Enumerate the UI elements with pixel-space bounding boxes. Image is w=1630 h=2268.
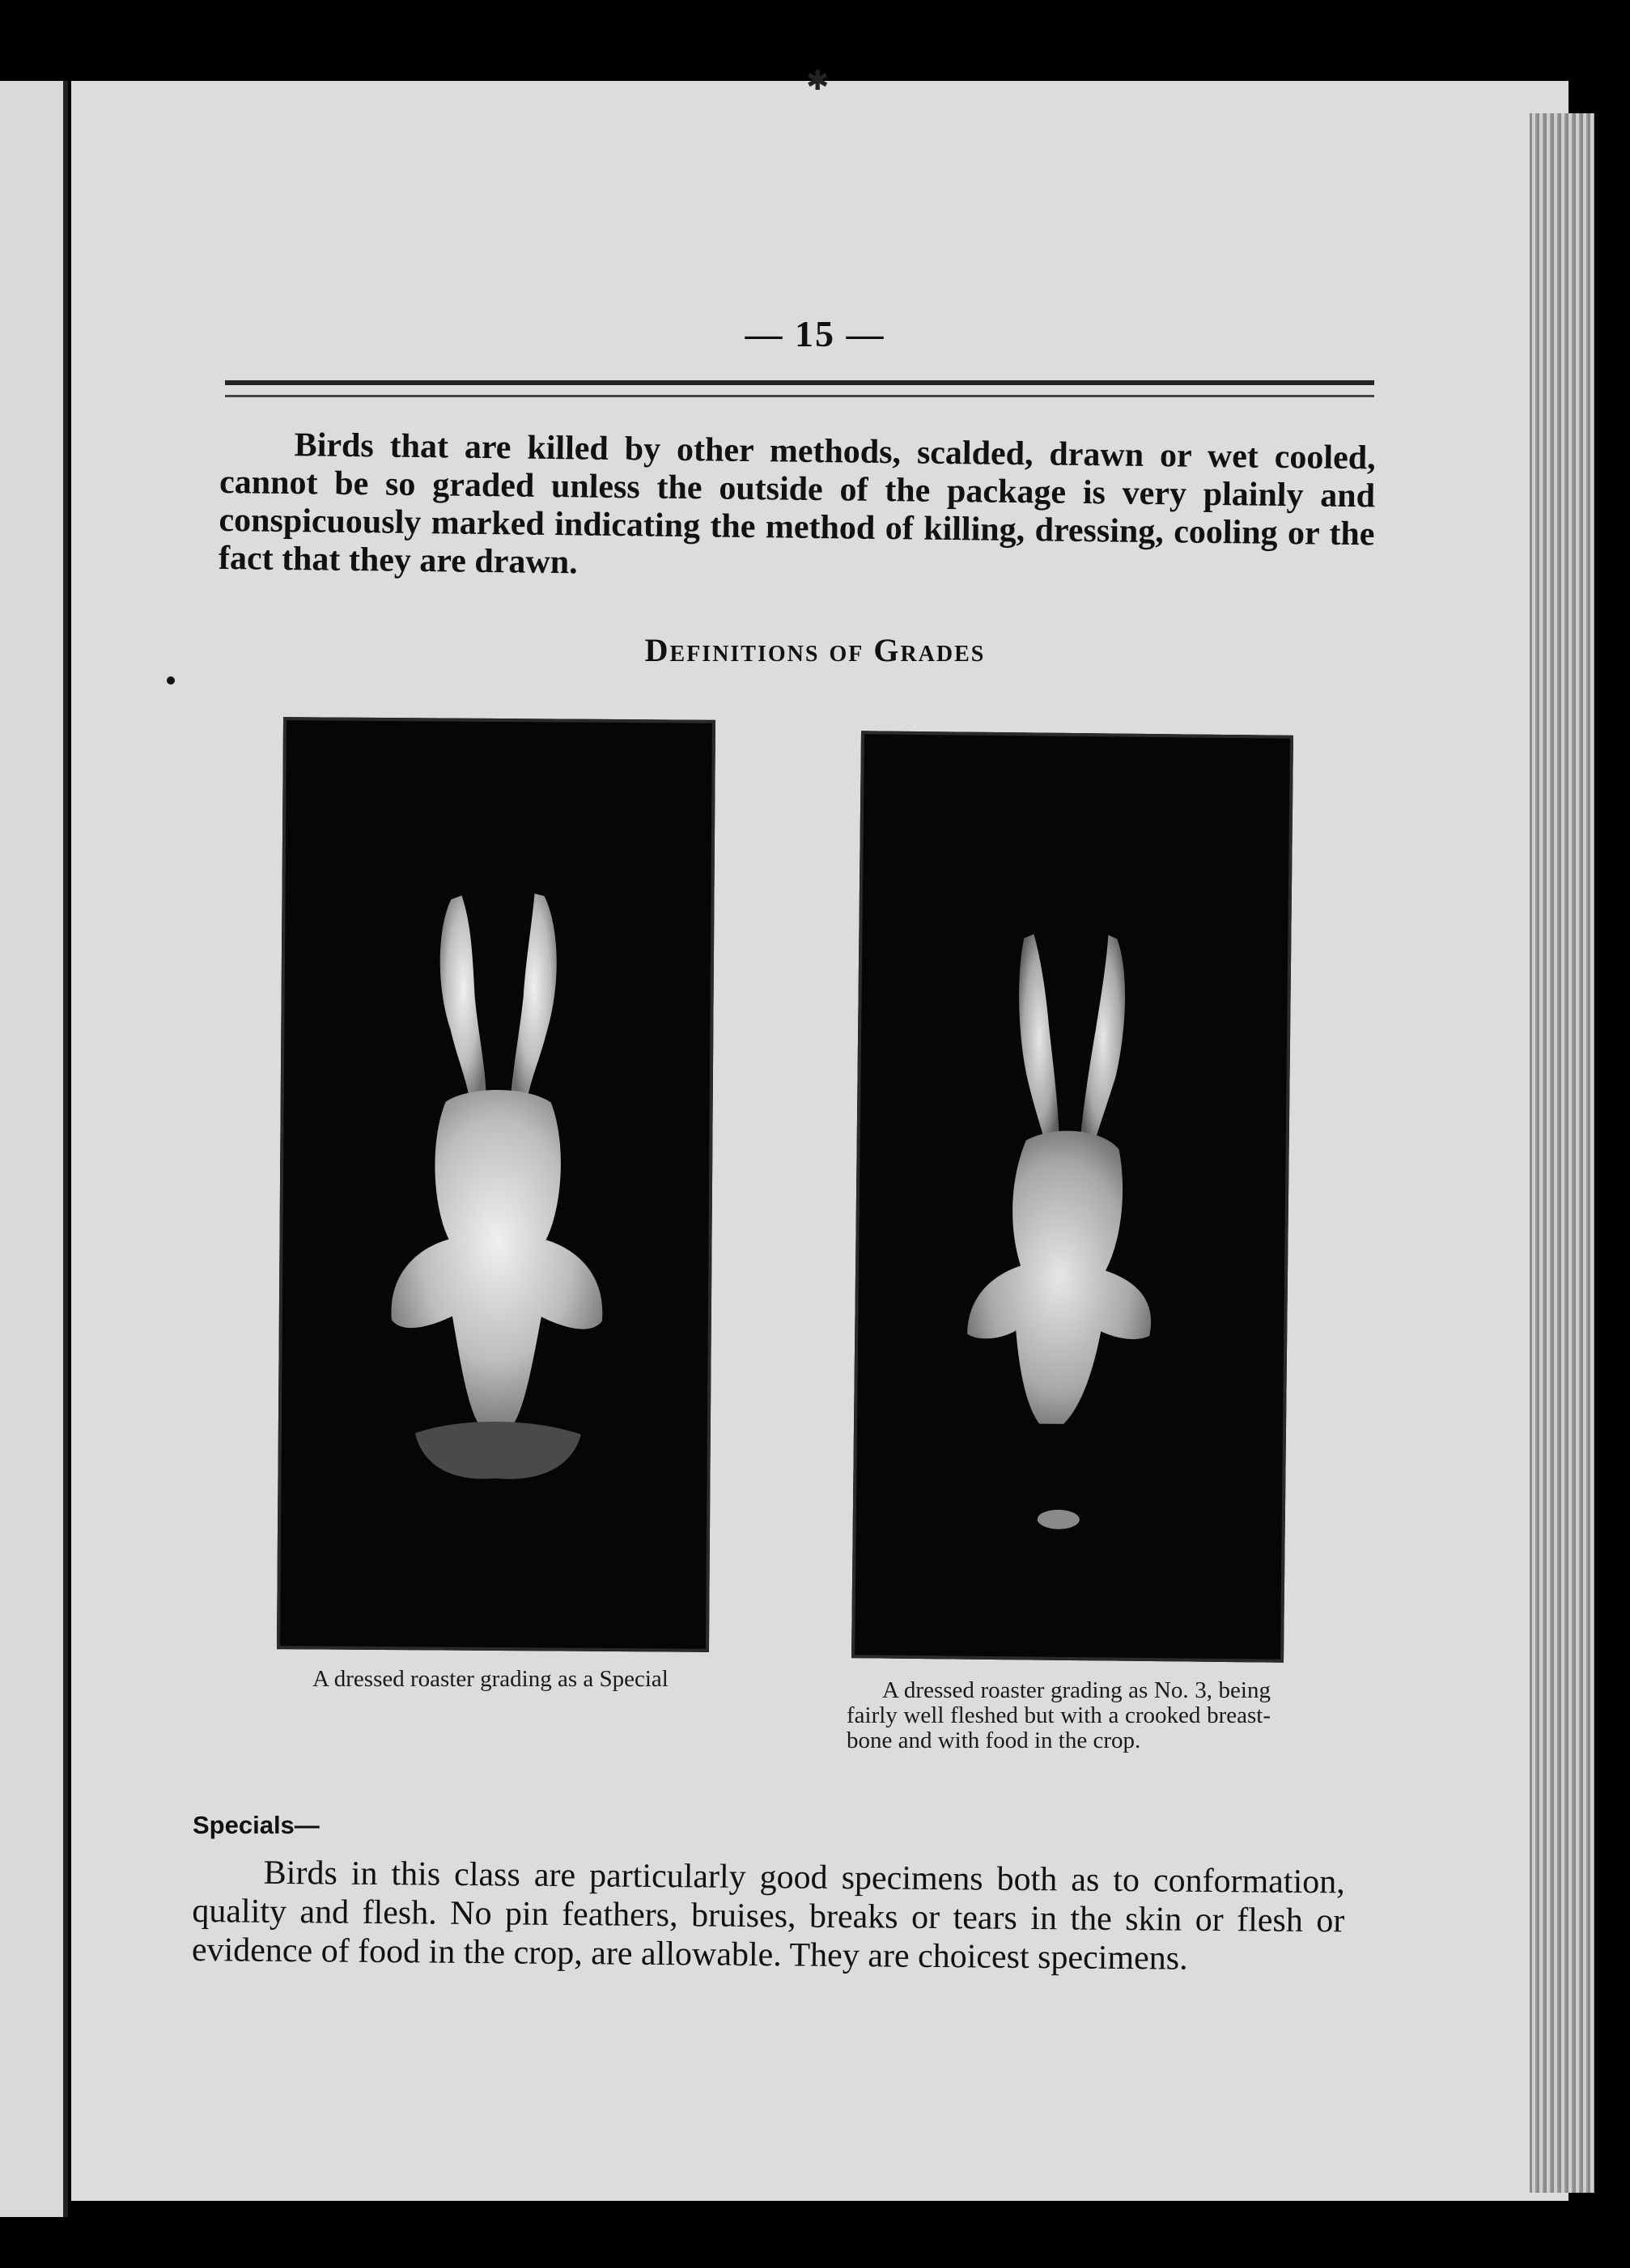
roaster-no3-image [855,734,1290,1659]
specials-label: Specials— [193,1811,320,1839]
figure-caption-left: A dressed roaster grading as a Special [312,1666,669,1692]
roaster-special-image [280,720,712,1649]
intro-paragraph: Birds that are killed by other methods, scalded, drawn or wet cooled, cannot be so graded unless the outside of the package is very plainly and conspicuously marked indicating the method of killing, dressing, cooling or the fact that they are drawn. [218,426,1376,582]
figure-caption-right: A dressed roaster grading as No. 3, being fairly well fleshed but with a crooked breast-bone and with food in the crop. [847,1677,1271,1753]
section-heading: Definitions of Grades [644,632,986,668]
header-rule [225,380,1374,397]
margin-dot [167,676,175,685]
page-number: — 15 — [745,313,885,354]
specials-paragraph: Birds in this class are particularly good specimens both as to conformation, quality and flesh. No pin feathers, bruises, breaks or tears in the skin or flesh or evidence of food in the crop, are allowable. They are choicest specimens. [191,1854,1345,1978]
facing-page-edge [0,81,68,2217]
photo-no3-roaster [851,731,1293,1663]
binding-mark: ✱ [806,65,830,97]
photo-special-roaster [277,717,715,1652]
page-stack-edge [1530,113,1594,2193]
